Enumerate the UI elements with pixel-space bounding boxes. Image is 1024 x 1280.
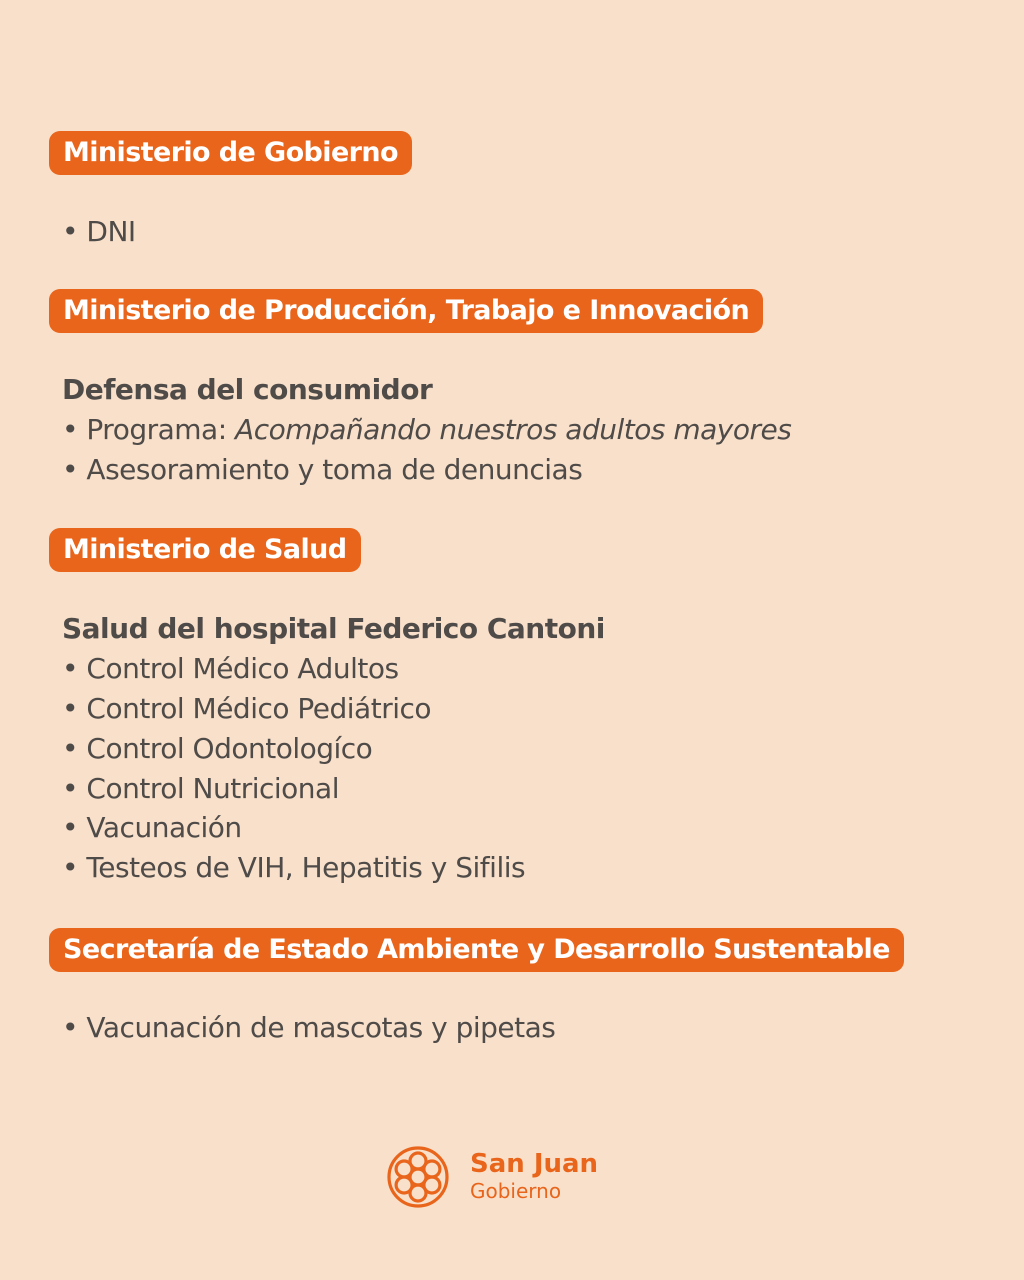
program-name: Acompañando nuestros adultos mayores	[235, 413, 792, 446]
logo-subtitle: Gobierno	[470, 1179, 562, 1203]
list-item: • Control Odontologíco	[62, 732, 373, 765]
section-title-salud: Ministerio de Salud	[49, 528, 361, 572]
list-item: • Vacunación	[62, 811, 242, 844]
logo-name: San Juan	[470, 1149, 599, 1179]
list-item: • Control Médico Adultos	[62, 652, 399, 685]
subsection-title: Salud del hospital Federico Cantoni	[62, 612, 605, 645]
list-item: • Vacunación de mascotas y pipetas	[62, 1011, 556, 1044]
list-item: • Asesoramiento y toma de denuncias	[62, 453, 583, 486]
list-item: • Control Nutricional	[62, 772, 339, 805]
san-juan-logo	[386, 1145, 626, 1209]
list-item: • DNI	[62, 215, 136, 248]
subsection-title: Defensa del consumidor	[62, 373, 433, 406]
section-title-gobierno: Ministerio de Gobierno	[49, 131, 412, 175]
section-title-ambiente: Secretaría de Estado Ambiente y Desarrollo Sustentable	[49, 928, 904, 972]
section-title-produccion: Ministerio de Producción, Trabajo e Innovación	[49, 289, 763, 333]
list-item-programa	[62, 410, 791, 450]
list-item: • Control Médico Pediátrico	[62, 692, 432, 725]
program-prefix: • Programa:	[62, 413, 236, 446]
flower-logo-icon	[386, 1145, 450, 1209]
list-item: • Testeos de VIH, Hepatitis y Sifilis	[62, 851, 526, 884]
